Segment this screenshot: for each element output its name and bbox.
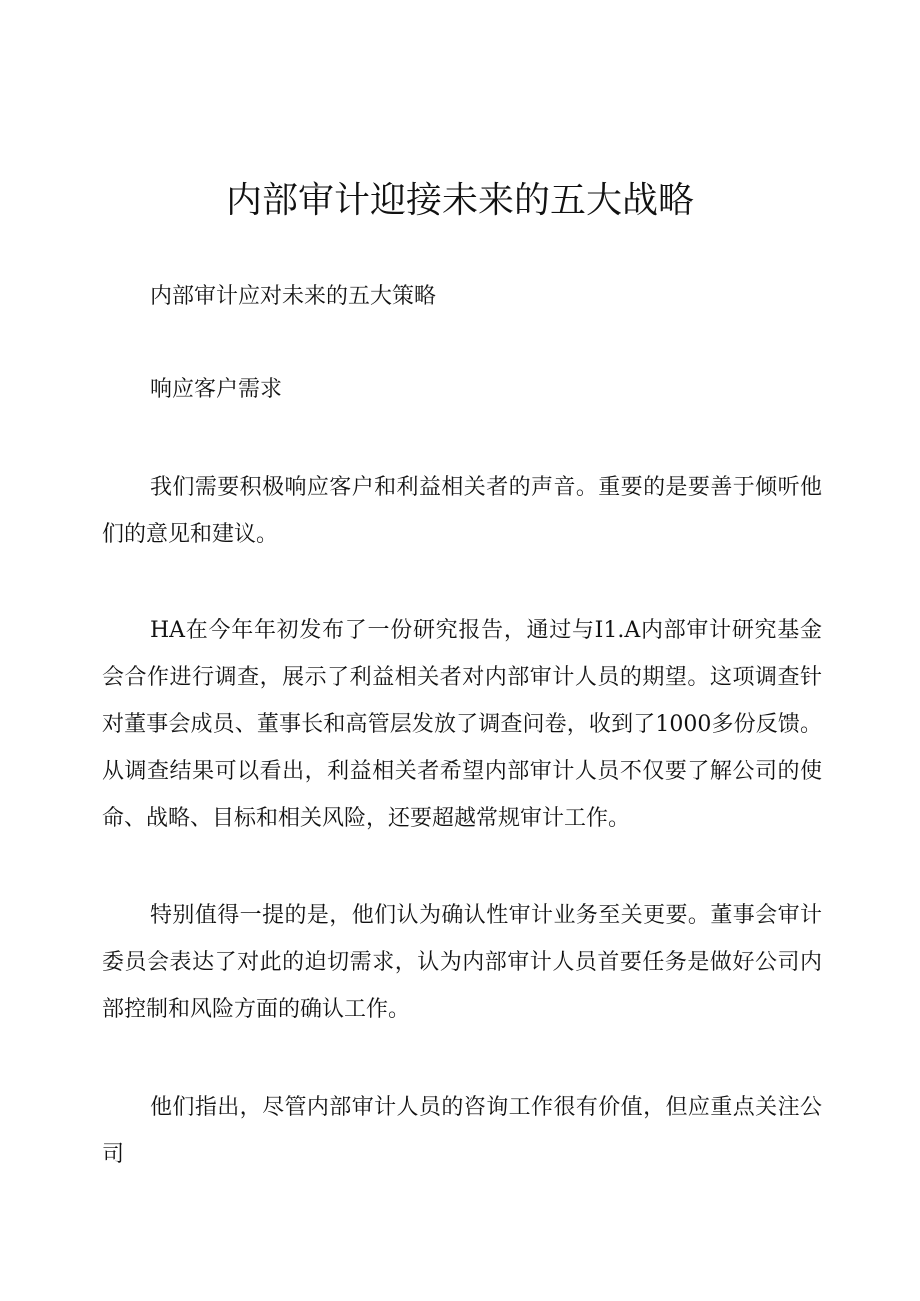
- paragraph: 他们指出，尽管内部审计人员的咨询工作很有价值，但应重点关注公司: [102, 1095, 822, 1167]
- document-title: 内部审计迎接未来的五大战略: [225, 180, 694, 221]
- document-subtitle: 内部审计应对未来的五大策略: [150, 284, 437, 309]
- section-heading: 响应客户需求: [150, 377, 283, 402]
- paragraph: 我们需要积极响应客户和利益相关者的声音。重要的是要善于倾听他们的意见和建议。: [102, 475, 822, 547]
- paragraph: 特别值得一提的是，他们认为确认性审计业务至关更要。董事会审计委员会表达了对此的迫切需求，认为内部审计人员首要任务是做好公司内部控制和风险方面的确认工作。: [102, 903, 822, 1022]
- paragraph: HA在今年年初发布了一份研究报告，通过与I1.A内部审计研究基金会合作进行调查，展示了利益相关者对内部审计人员的期望。这项调查针对董事会成员、董事长和高管层发放了调查问卷，收到了1000多份反馈。从调查结果可以看出，利益相关者希望内部审计人员不仅要了解公司的使命、战略、目标和相关风险，还要超越常规审计工作。: [102, 618, 822, 831]
